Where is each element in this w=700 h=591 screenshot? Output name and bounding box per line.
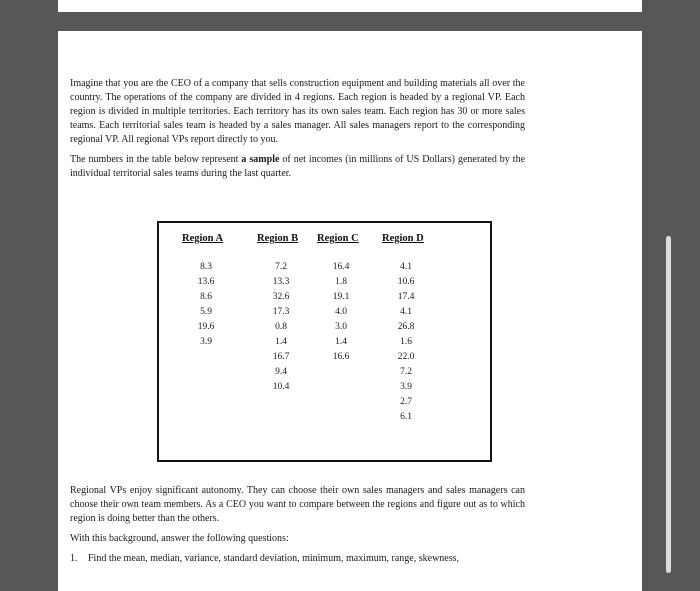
document-body <box>70 77 525 187</box>
background-line: With this background, answer the following questions: <box>70 533 289 544</box>
column-region-c: 16.4 1.8 19.1 4.0 3.0 1.4 16.6 <box>332 262 350 362</box>
numbers-paragraph: The numbers in the table below represent a sample of net incomes (in millions of US Dollars) generated by the individual territorial sales teams during the last quarter. <box>70 154 526 179</box>
question-1 <box>70 552 525 566</box>
header-region-b: Region B <box>257 233 299 244</box>
autonomy-paragraph: Regional VPs enjoy significant autonomy. They can choose their own sales managers and sales managers can choose their own team members. As a CEO you want to compare between the regions and figure out as to which region is doing better than the others. <box>70 485 525 524</box>
net-income-table <box>157 221 492 462</box>
document-body-lower <box>70 456 525 566</box>
question-number: 1. <box>70 553 78 564</box>
column-region-a: 8.3 13.6 8.6 5.9 19.6 3.9 <box>197 262 215 347</box>
bold-text: a sample <box>241 154 280 165</box>
column-region-d: 4.1 10.6 17.4 4.1 26.8 1.6 22.0 7.2 3.9 2.7 6.1 <box>397 262 415 422</box>
intro-paragraph: Imagine that you are the CEO of a company that sells construction equipment and building materials all over the country. The operations of the company are divided in 4 regions. Each region is headed by a regional VP. Each region is divided in multiple territories. Each territory has its own sales team. Each region has 30 or more sales teams. Each territorial sales team is headed by a sales manager. All sales managers report to the corresponding regional VP. All regional VPs report directly to you. <box>70 78 525 145</box>
header-region-c: Region C <box>317 233 359 244</box>
header-region-a: Region A <box>182 233 224 244</box>
question-text: Find the mean, median, variance, standard deviation, minimum, maximum, range, skewness, <box>88 553 460 564</box>
scrollbar[interactable] <box>666 236 671 573</box>
previous-page <box>58 0 642 12</box>
column-region-b: 7.2 13.3 32.6 17.3 0.8 1.4 16.7 9.4 10.4 <box>272 262 290 392</box>
header-region-d: Region D <box>382 233 424 244</box>
